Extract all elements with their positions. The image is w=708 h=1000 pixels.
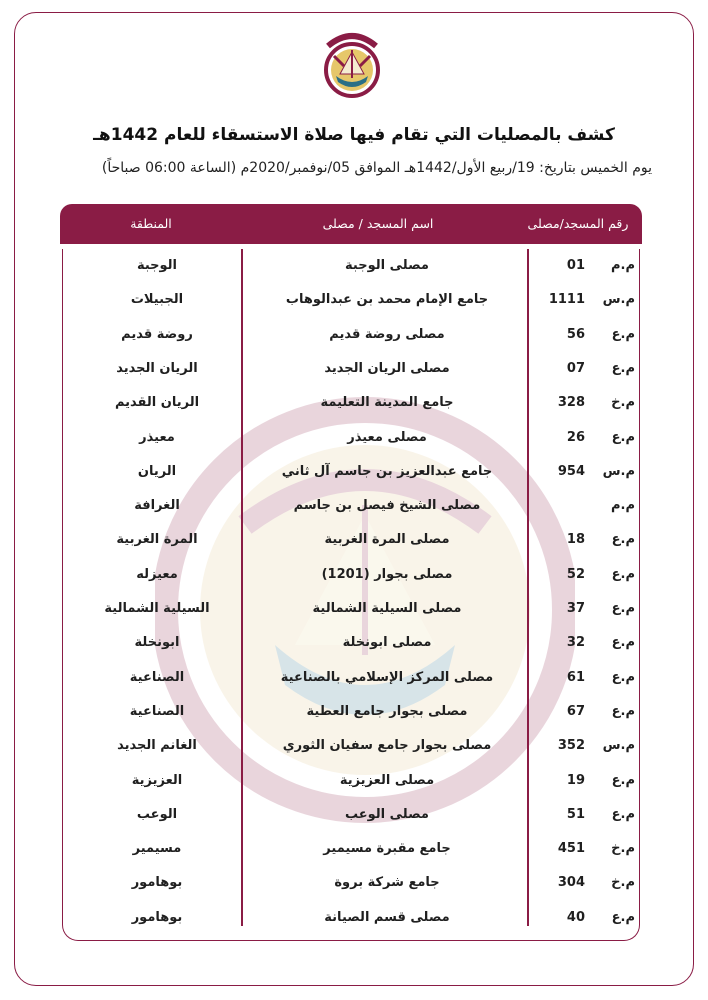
table-row: [63, 318, 639, 352]
table-row: [63, 283, 639, 317]
table-row: [63, 558, 639, 592]
page-title: كشف بالمصليات التي تقام فيها صلاة الاستسقاء للعام 1442هـ: [93, 125, 615, 145]
cell-area: الريان: [137, 463, 177, 479]
cell-name: جامع عبدالعزيز بن جاسم آل ثاني: [281, 463, 493, 479]
cell-area: المرة الغربية: [116, 532, 198, 548]
table-row: [63, 866, 639, 900]
cell-type: م.س: [602, 738, 635, 754]
cell-name: جامع المدينة التعليمة: [320, 395, 454, 411]
cell-type: م.س: [602, 463, 635, 479]
cell-name: جامع شركة بروة: [334, 875, 440, 891]
table-row: [63, 386, 639, 420]
cell-type: م.ع: [611, 909, 635, 925]
cell-number: 304: [557, 875, 585, 891]
cell-type: م.خ: [611, 841, 635, 857]
cell-type: م.ع: [611, 360, 635, 376]
cell-number: 18: [566, 532, 585, 548]
cell-area: الصناعية: [129, 669, 185, 685]
cell-name: مصلى السيلية الشمالية: [312, 601, 462, 616]
cell-area: العزيزية: [131, 772, 183, 788]
table-row: [63, 523, 639, 557]
cell-number: [533, 489, 585, 523]
cell-name: مصلى العزيزية: [339, 772, 435, 788]
column-header-number: رقم المسجد/مصلى: [527, 216, 629, 231]
cell-type: م.ع: [611, 532, 635, 548]
cell-name: جامع الإمام محمد بن عبدالوهاب: [285, 292, 489, 308]
cell-number: 40: [566, 909, 585, 925]
cell-area: معيذر: [139, 429, 175, 445]
cell-name: مصلى قسم الصيانة: [324, 909, 450, 925]
cell-name: مصلى بجوار جامع العطية: [306, 703, 468, 719]
cell-type: م.ع: [611, 566, 635, 582]
table-row: [63, 455, 639, 489]
table-row: [63, 661, 639, 695]
cell-name: مصلى روضة قديم: [329, 326, 445, 342]
cell-type: م.خ: [611, 395, 635, 411]
qatar-emblem-icon: [320, 26, 384, 102]
cell-area: الوعب: [136, 806, 178, 822]
cell-name: مصلى المرة الغربية: [324, 532, 450, 548]
date-line: يوم الخميس بتاريخ: 19/ربيع الأول/1442هـ الموافق 05/نوفمبر/2020م (الساعة 06:00 صباحاً): [101, 160, 652, 176]
table-header: [60, 204, 642, 244]
table-row: [63, 798, 639, 832]
table-row: [63, 729, 639, 763]
cell-number: 26: [566, 429, 585, 445]
cell-area: الوجبة: [136, 258, 178, 273]
cell-area: روضة قديم: [121, 326, 193, 342]
cell-type: م.س: [602, 292, 635, 308]
cell-area: ابونخلة: [134, 635, 180, 651]
table-row: [63, 626, 639, 660]
cell-area: مسيمير: [132, 841, 182, 857]
cell-number: 07: [566, 360, 585, 376]
cell-area: الريان القديم: [114, 395, 200, 411]
cell-name: مصلى الشيخ فيصل بن جاسم: [293, 498, 481, 514]
cell-type: م.ع: [611, 806, 635, 822]
cell-number: 61: [566, 669, 585, 685]
column-header-name: اسم المسجد / مصلى: [322, 216, 434, 231]
cell-name: مصلى معيذر: [347, 429, 427, 445]
cell-area: الغرافة: [134, 498, 180, 514]
cell-name: مصلى المركز الإسلامي بالصناعية: [280, 669, 494, 685]
table-row: [63, 421, 639, 455]
cell-area: السيلية الشمالية: [104, 601, 210, 616]
cell-number: 328: [557, 395, 585, 411]
table-row: [63, 695, 639, 729]
cell-area: الجبيلات: [130, 292, 184, 308]
cell-type: م.ع: [611, 429, 635, 445]
cell-name: مصلى الوعب: [345, 806, 429, 822]
cell-name: مصلى بجوار جامع سفيان الثوري: [282, 738, 492, 754]
cell-name: مصلى الريان الجديد: [324, 360, 450, 376]
cell-area: الصناعية: [129, 703, 185, 719]
cell-number: 56: [566, 326, 585, 342]
cell-number: 32: [566, 635, 585, 651]
cell-type: م.ع: [611, 703, 635, 719]
table-row: [63, 901, 639, 935]
cell-number: 451: [557, 841, 585, 857]
cell-type: م.ع: [611, 635, 635, 651]
cell-number: 352: [557, 738, 585, 754]
cell-number: 01: [566, 258, 585, 273]
cell-number: 19: [566, 772, 585, 788]
cell-type: م.ع: [611, 669, 635, 685]
cell-number: 52: [566, 566, 585, 582]
table-row: [63, 764, 639, 798]
cell-name: مصلى ابونخلة: [342, 635, 432, 651]
column-header-area: المنطقة: [130, 216, 172, 231]
cell-type: م.م: [611, 258, 635, 273]
cell-area: معيزله: [136, 566, 178, 582]
cell-number: 1111: [548, 292, 585, 308]
cell-type: م.ع: [611, 326, 635, 342]
table-row: [63, 489, 639, 523]
cell-number: 954: [557, 463, 585, 479]
cell-type: م.م: [611, 498, 635, 514]
cell-area: بوهامور: [131, 875, 183, 891]
table-row: [63, 592, 639, 626]
cell-number: 37: [566, 601, 585, 616]
cell-area: الغانم الجديد: [117, 738, 197, 754]
cell-number: 51: [566, 806, 585, 822]
cell-type: م.ع: [611, 601, 635, 616]
cell-name: مصلى بجوار (1201): [321, 566, 453, 582]
cell-type: م.خ: [611, 875, 635, 891]
cell-area: بوهامور: [131, 909, 183, 925]
cell-name: مصلى الوجبة: [345, 258, 429, 273]
table-row: [63, 832, 639, 866]
cell-number: 67: [566, 703, 585, 719]
cell-type: م.ع: [611, 772, 635, 788]
cell-name: جامع مقبرة مسيمير: [323, 841, 451, 857]
table-body: [62, 249, 640, 941]
cell-area: الريان الجديد: [116, 360, 198, 376]
table-row: [63, 352, 639, 386]
table-row: [63, 249, 639, 283]
